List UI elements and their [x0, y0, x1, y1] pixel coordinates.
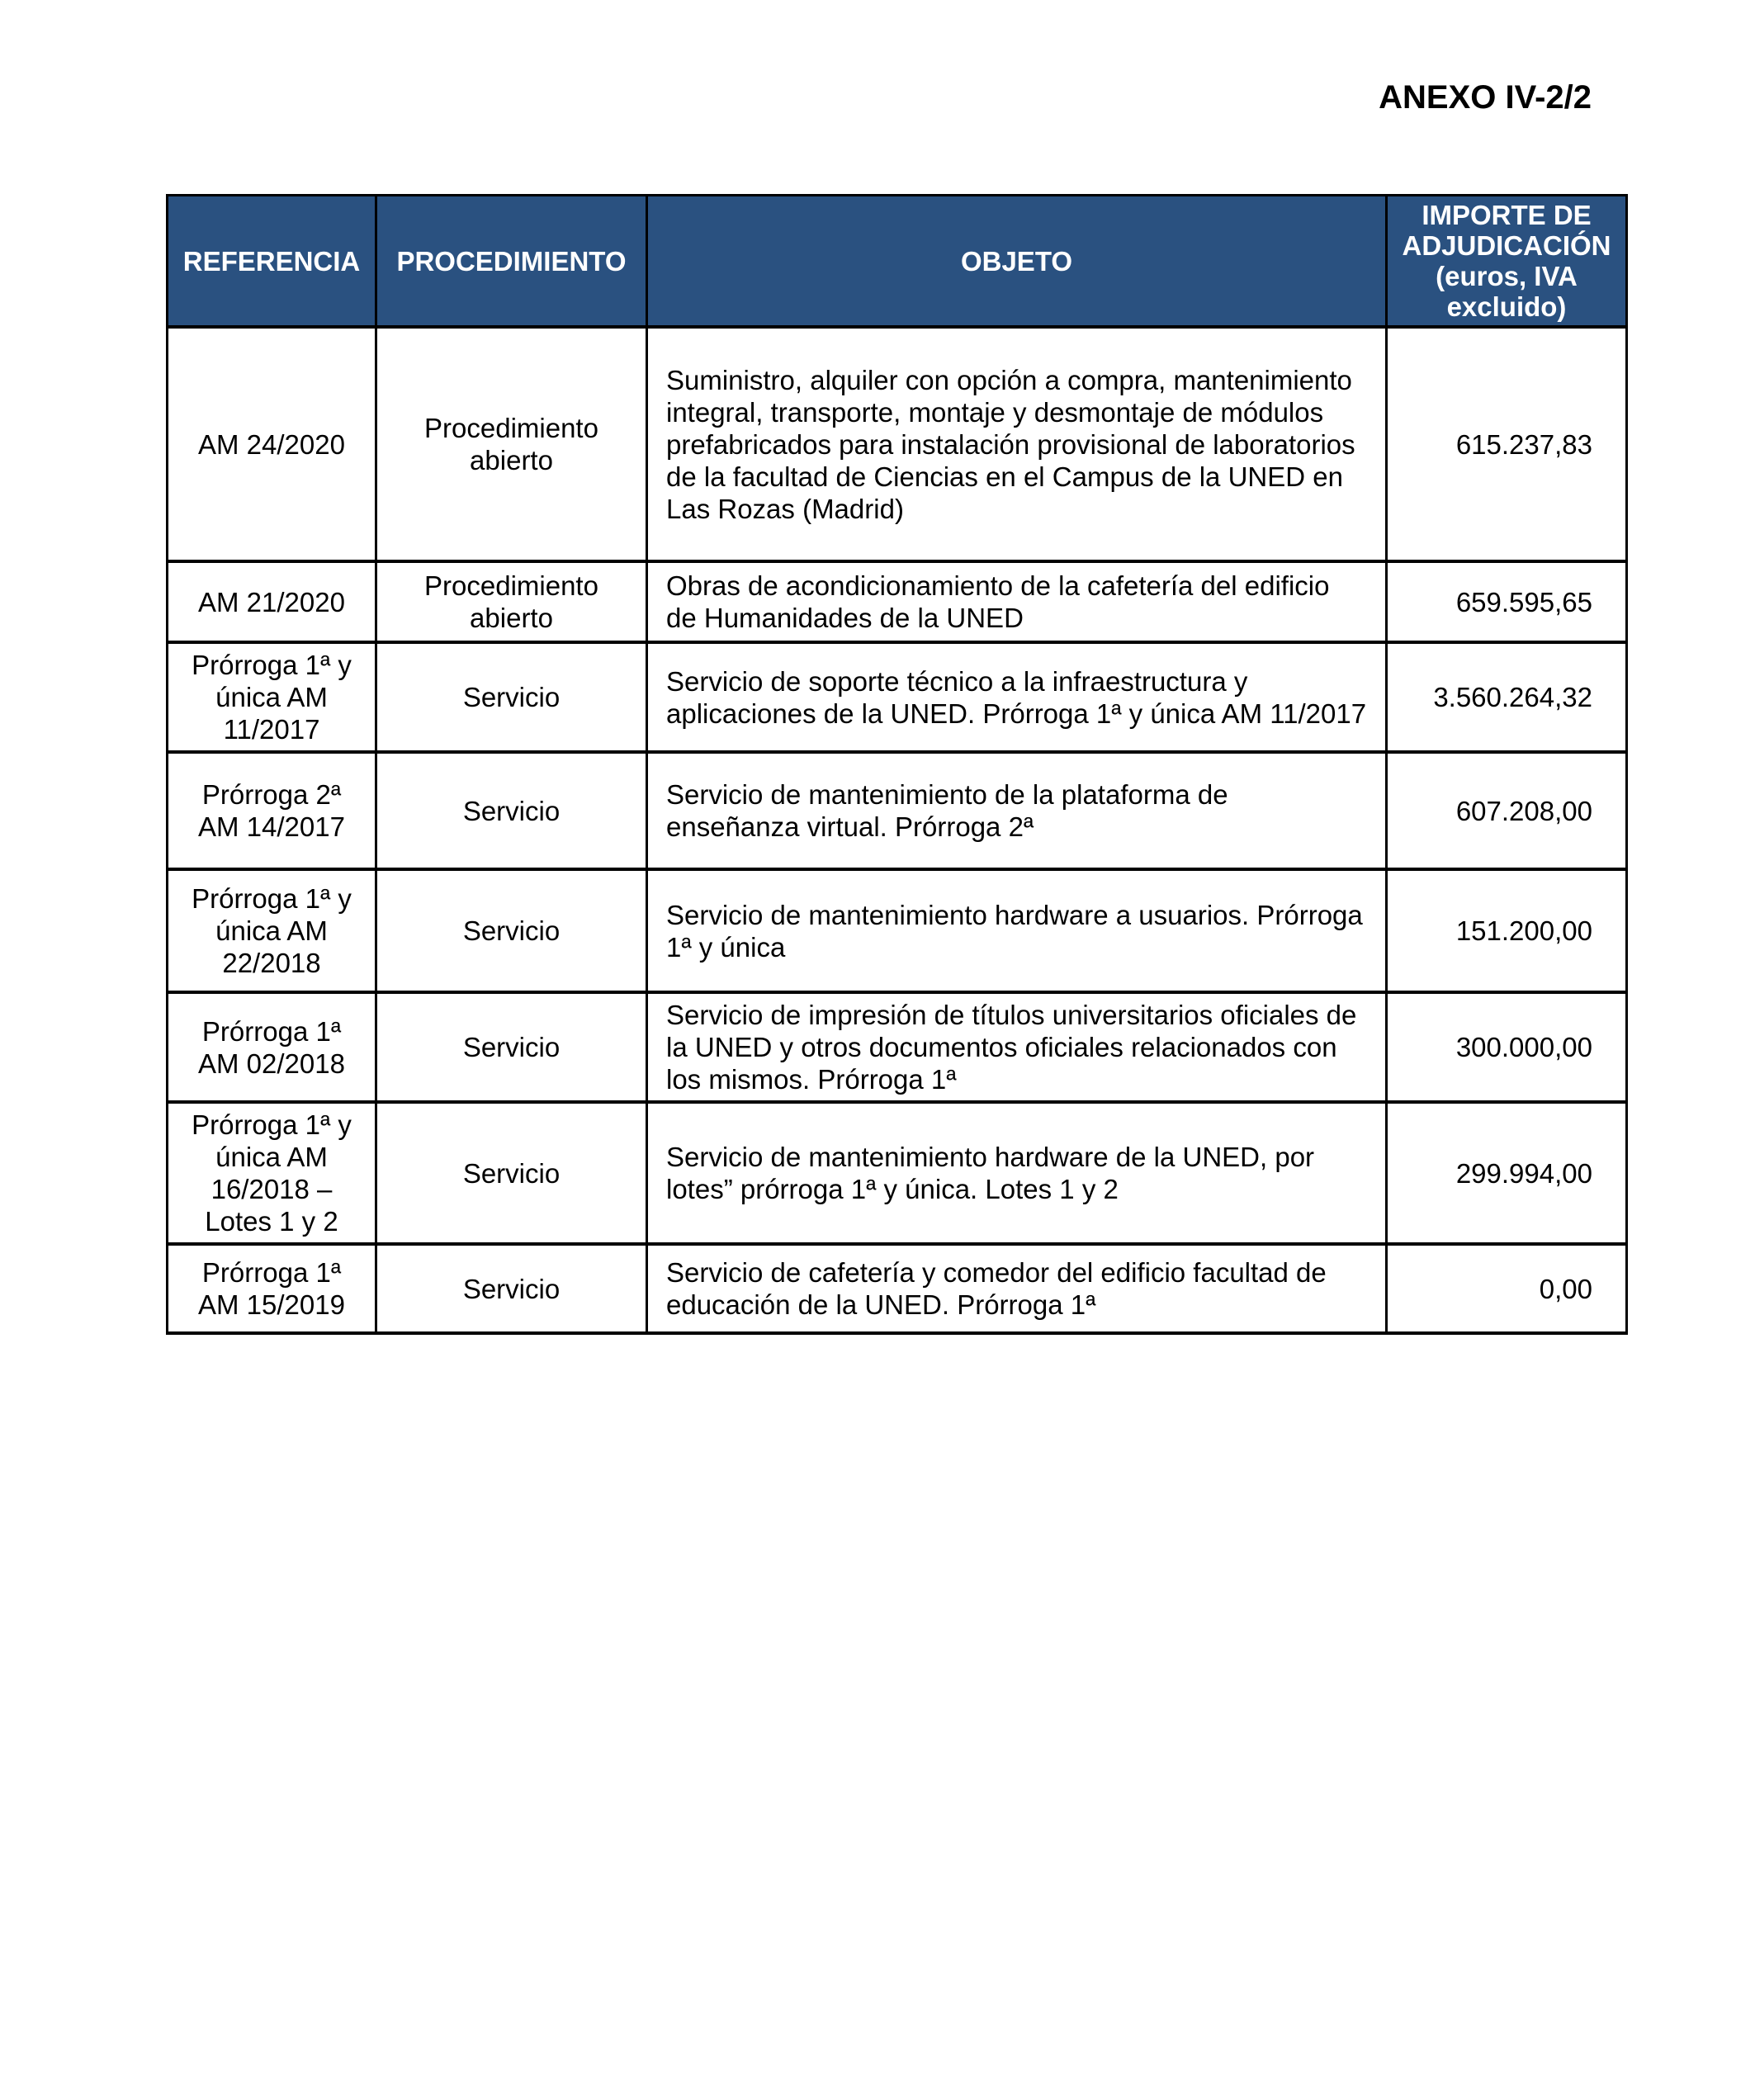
annex-title: ANEXO IV-2/2: [1379, 79, 1592, 116]
cell-objeto: Servicio de soporte técnico a la infraestructura y aplicaciones de la UNED. Prórroga 1ª y única AM 11/2017: [647, 642, 1387, 752]
cell-objeto: Servicio de impresión de títulos universitarios oficiales de la UNED y otros documentos oficiales relacionados con los mismos. Prórroga 1ª: [647, 992, 1387, 1102]
cell-importe: 151.200,00: [1387, 869, 1627, 992]
table-row: [168, 1244, 1627, 1333]
cell-importe: 300.000,00: [1387, 992, 1627, 1102]
cell-procedimiento: Servicio: [376, 992, 647, 1102]
cell-importe: 659.595,65: [1387, 561, 1627, 642]
table-row: [168, 992, 1627, 1102]
cell-importe: 607.208,00: [1387, 752, 1627, 869]
cell-importe: 0,00: [1387, 1244, 1627, 1333]
cell-importe: 3.560.264,32: [1387, 642, 1627, 752]
header-row: [168, 196, 1627, 328]
table-header: [168, 196, 1627, 328]
cell-procedimiento: Servicio: [376, 642, 647, 752]
cell-importe: 299.994,00: [1387, 1102, 1627, 1244]
cell-procedimiento: Servicio: [376, 1102, 647, 1244]
cell-importe: 615.237,83: [1387, 327, 1627, 561]
table-row: [168, 1102, 1627, 1244]
cell-procedimiento: Procedimiento abierto: [376, 561, 647, 642]
cell-referencia: Prórroga 2ª AM 14/2017: [168, 752, 376, 869]
cell-objeto: Servicio de mantenimiento de la plataforma de enseñanza virtual. Prórroga 2ª: [647, 752, 1387, 869]
cell-referencia: Prórroga 1ª AM 15/2019: [168, 1244, 376, 1333]
header-objeto: OBJETO: [647, 196, 1387, 328]
header-importe: IMPORTE DE ADJUDICACIÓN (euros, IVA excluido): [1387, 196, 1627, 328]
cell-referencia: Prórroga 1ª AM 02/2018: [168, 992, 376, 1102]
cell-referencia: AM 24/2020: [168, 327, 376, 561]
cell-procedimiento: Procedimiento abierto: [376, 327, 647, 561]
cell-procedimiento: Servicio: [376, 1244, 647, 1333]
cell-procedimiento: Servicio: [376, 752, 647, 869]
cell-objeto: Servicio de cafetería y comedor del edificio facultad de educación de la UNED. Prórroga 1ª: [647, 1244, 1387, 1333]
cell-referencia: Prórroga 1ª y única AM 11/2017: [168, 642, 376, 752]
table-row: [168, 642, 1627, 752]
cell-objeto: Suministro, alquiler con opción a compra, mantenimiento integral, transporte, montaje y desmontaje de módulos prefabricados para instalación provisional de laboratorios de la facultad de Ciencias en el Campus de la UNED en Las Rozas (Madrid): [647, 327, 1387, 561]
table-row: [168, 869, 1627, 992]
contracts-table: [166, 194, 1628, 1335]
cell-referencia: Prórroga 1ª y única AM 22/2018: [168, 869, 376, 992]
table-body: [168, 327, 1627, 1333]
table-row: [168, 327, 1627, 561]
table-row: [168, 561, 1627, 642]
header-procedimiento: PROCEDIMIENTO: [376, 196, 647, 328]
cell-objeto: Obras de acondicionamiento de la cafetería del edificio de Humanidades de la UNED: [647, 561, 1387, 642]
table-row: [168, 752, 1627, 869]
cell-referencia: Prórroga 1ª y única AM 16/2018 – Lotes 1 y 2: [168, 1102, 376, 1244]
cell-objeto: Servicio de mantenimiento hardware a usuarios. Prórroga 1ª y única: [647, 869, 1387, 992]
header-referencia: REFERENCIA: [168, 196, 376, 328]
cell-referencia: AM 21/2020: [168, 561, 376, 642]
cell-objeto: Servicio de mantenimiento hardware de la UNED, por lotes” prórroga 1ª y única. Lotes 1 y 2: [647, 1102, 1387, 1244]
cell-procedimiento: Servicio: [376, 869, 647, 992]
